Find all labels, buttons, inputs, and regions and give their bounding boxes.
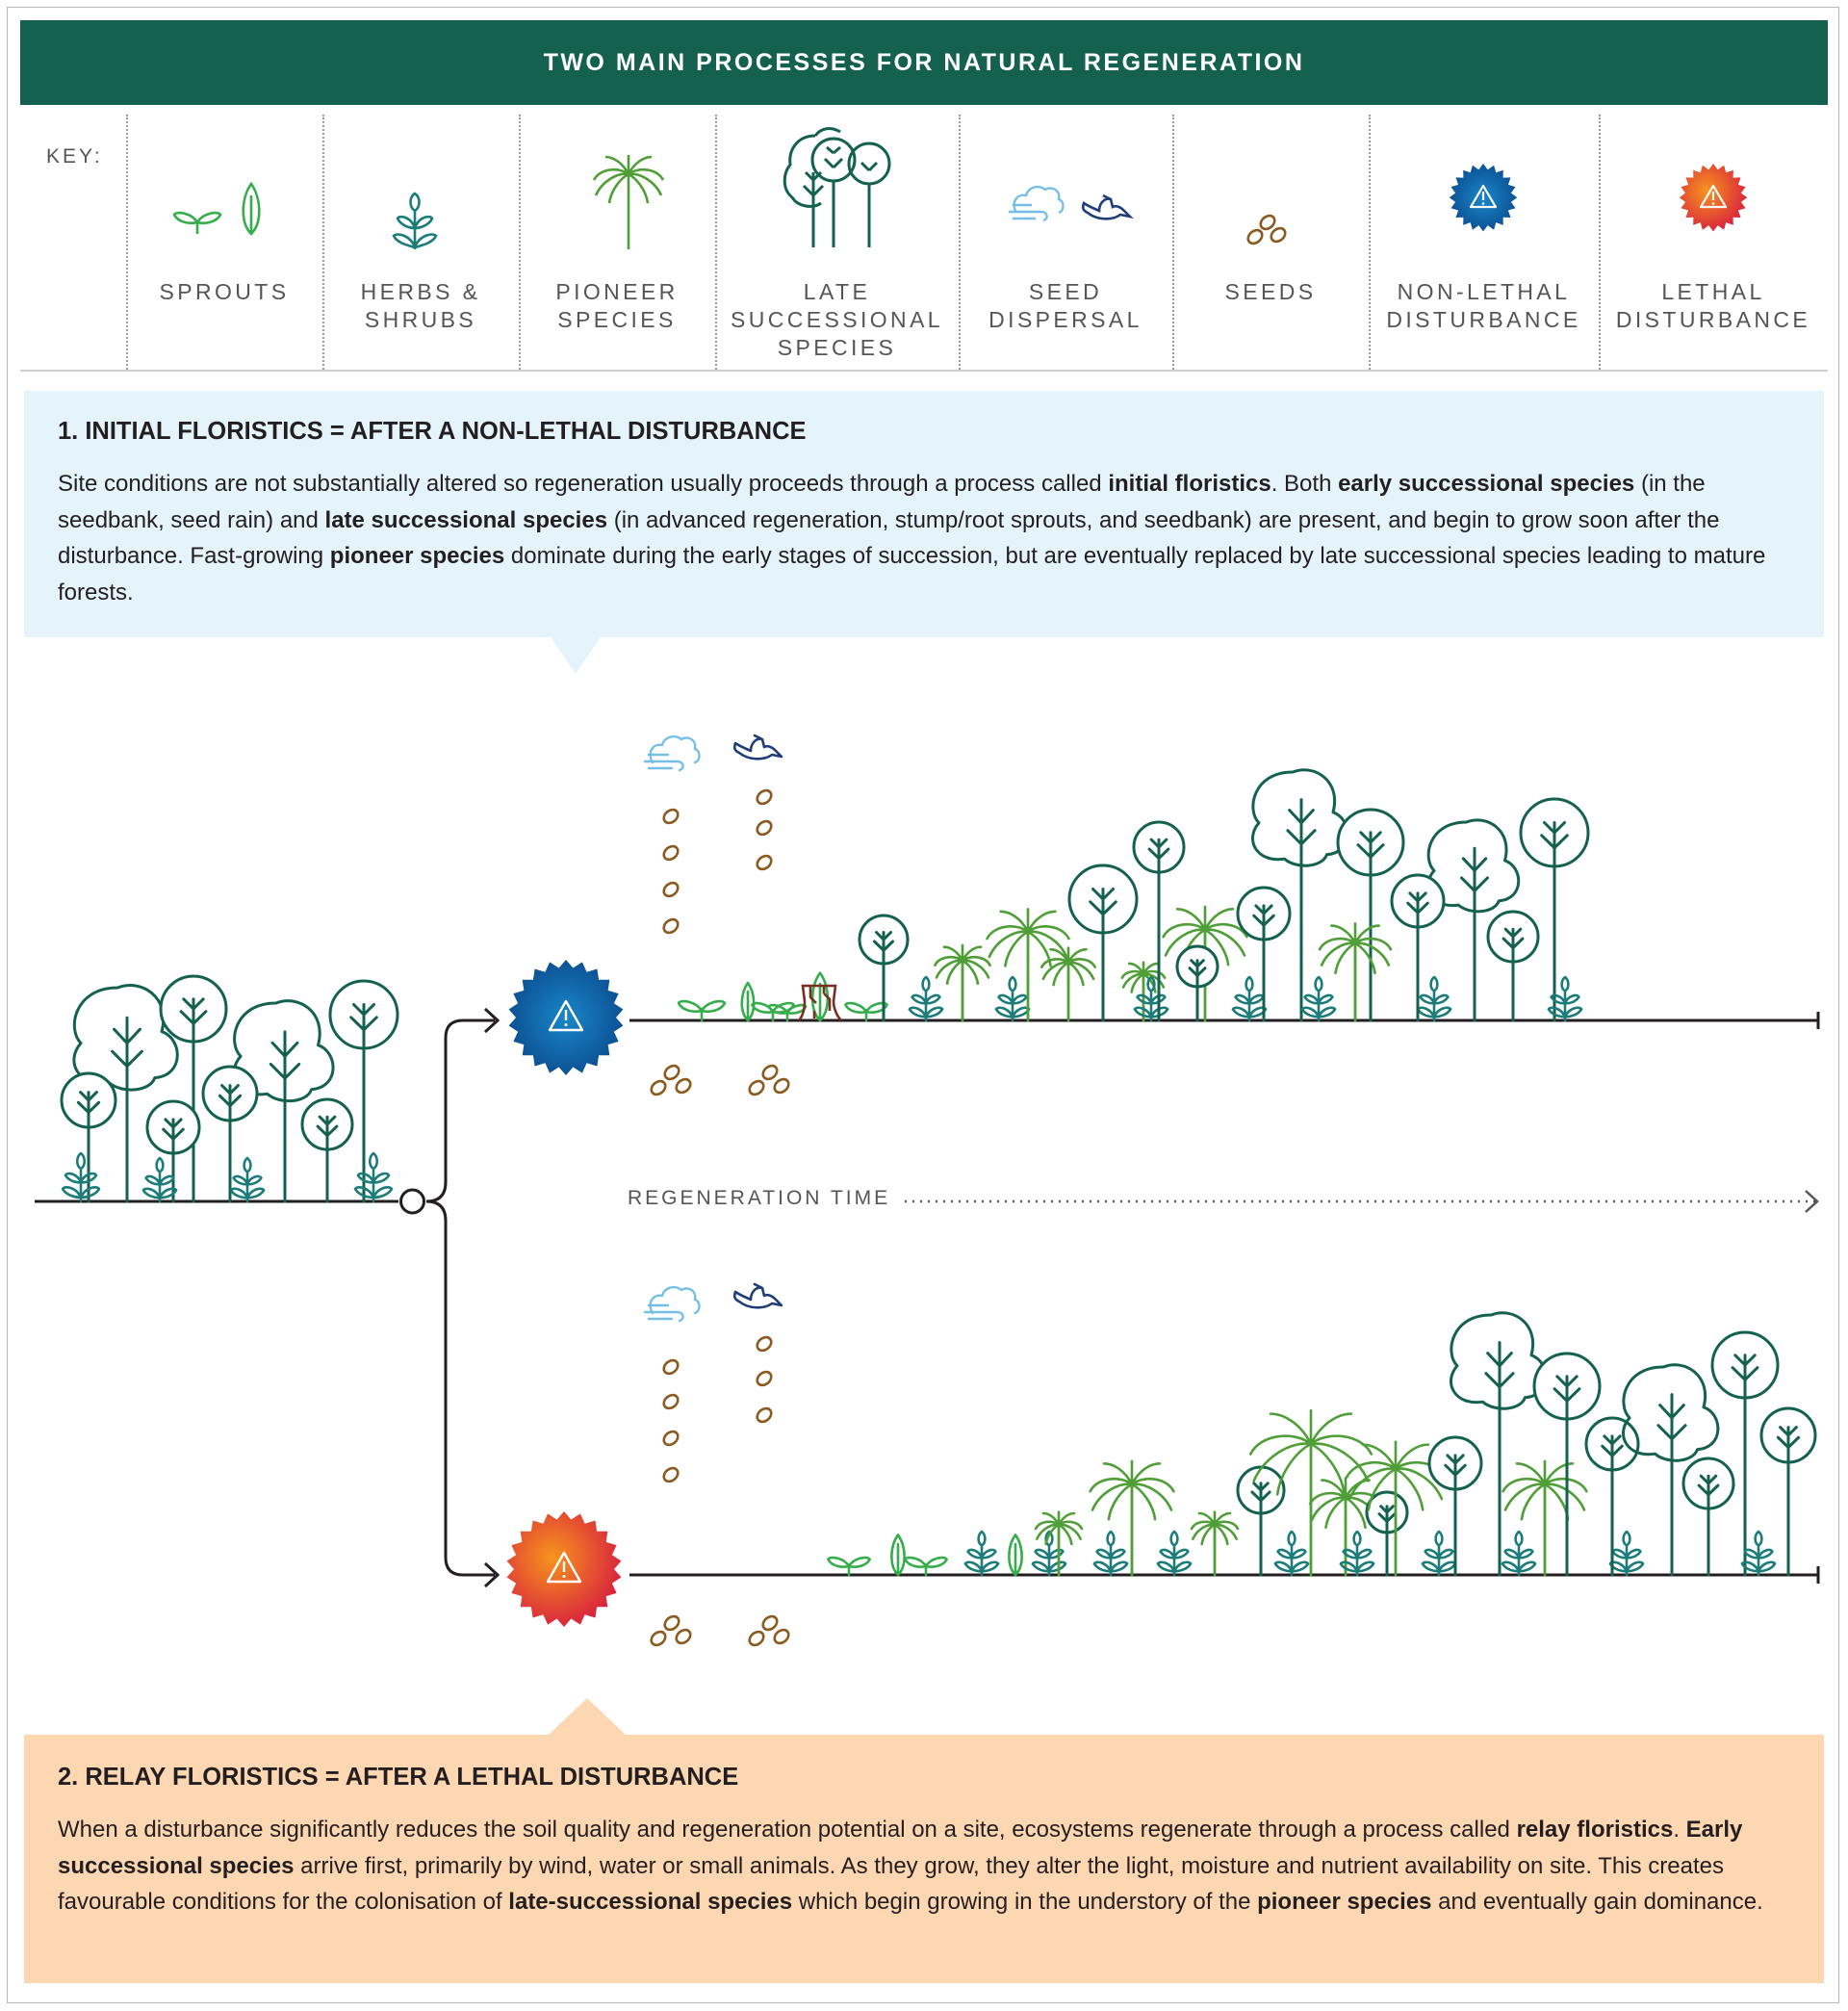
page-title: TWO MAIN PROCESSES FOR NATURAL REGENERATION (20, 20, 1828, 105)
tree-icon (860, 915, 908, 1020)
tree-icon (1488, 912, 1538, 1020)
herb-icon (1742, 1532, 1775, 1575)
herb-icon (1275, 1532, 1308, 1575)
key-caption: SEEDS (1224, 279, 1317, 304)
herb-icon (1302, 977, 1335, 1020)
seed-icon (662, 1613, 681, 1632)
seed-icon (661, 1357, 680, 1376)
key-legend (20, 115, 1828, 370)
seed-icon (674, 1076, 693, 1095)
herb-icon (1502, 1532, 1535, 1575)
key-caption: NON-LETHAL DISTURBANCE (1386, 279, 1581, 332)
warning-badge-icon (1599, 115, 1828, 259)
relay-floristics-succession (828, 1313, 1815, 1575)
flow-lines (35, 1009, 1818, 1586)
sprout-icon (679, 1001, 725, 1020)
sprout-icon (845, 1003, 886, 1020)
sprout-icon (905, 1558, 946, 1575)
seed-icon (649, 1078, 668, 1096)
key-item-pioneer-species (519, 115, 715, 370)
herb-icon (1418, 977, 1450, 1020)
initial-floristics-panel (24, 391, 1824, 637)
seed-icon (755, 1334, 774, 1353)
herb-icon (1094, 1532, 1127, 1575)
herb-icon (965, 1532, 998, 1575)
seed-icon (755, 787, 774, 806)
tree-icon (1338, 810, 1403, 1020)
regeneration-time-arrow (905, 1191, 1817, 1212)
regeneration-diagram (0, 655, 1848, 1723)
seed-icon (661, 843, 680, 862)
seed-icon (755, 1369, 774, 1387)
wind-cloud-icon (645, 736, 700, 770)
key-item-sprouts (126, 115, 322, 370)
wind-cloud-icon (1009, 187, 1064, 220)
initial-floristics-text: Site conditions are not substantially altered so regeneration usually proceeds through a process called initial floristics. Both early successional species (in the seedbank, seed rain) and late successional species (in advanced regeneration, stump/root sprouts, and seedbank) are present, and begin to grow soon after the disturbance. Fast-growing pioneer species dominate during the early stages of succession, but are eventually replaced by late successional species leading to mature forests. (58, 471, 1766, 606)
warning-badge-icon (1369, 115, 1599, 259)
seed-icon (755, 1405, 774, 1424)
key-item-lethal (1599, 115, 1828, 370)
herb-icon (143, 1158, 176, 1201)
seed-icon (760, 1063, 780, 1081)
sprout-icon (126, 115, 322, 259)
herb-icon (63, 1153, 99, 1201)
key-bottom-rule (20, 370, 1828, 372)
herb-icon (355, 1153, 392, 1201)
bird-icon (734, 1284, 782, 1307)
tree-icon (1134, 822, 1184, 1020)
seed-icon (661, 880, 680, 898)
seed-icon (661, 1392, 680, 1410)
seed-icon (755, 853, 774, 871)
tree-icon (302, 1099, 352, 1201)
key-caption: PIONEER SPECIES (555, 279, 679, 332)
bird-icon (734, 735, 782, 759)
bird-icon (1083, 195, 1130, 219)
wind-cloud-icon (645, 1287, 700, 1321)
seed-icon (662, 1063, 681, 1081)
tree-icon (1238, 1467, 1284, 1575)
key-caption: SEED DISPERSAL (988, 279, 1142, 332)
seed-icon (661, 916, 680, 935)
panel-pointer (549, 1698, 626, 1735)
herb-icon (1423, 1532, 1455, 1575)
herb-icon (1610, 1532, 1643, 1575)
sprout-icon (891, 1534, 904, 1575)
non-lethal-disturbance-badge (509, 960, 624, 1075)
seed-icon (649, 1629, 668, 1647)
tree-icon (1521, 799, 1588, 1020)
mature-forest (62, 976, 398, 1201)
sprout-icon (1009, 1534, 1021, 1575)
tree-icon (1238, 888, 1290, 1020)
palm-icon (1192, 1512, 1238, 1575)
seed-icon (755, 818, 774, 837)
tree-icon (1683, 1458, 1733, 1575)
herb-icon (231, 1158, 264, 1201)
tree-icon (330, 981, 398, 1201)
herb-icon (322, 115, 519, 259)
herb-icon (910, 977, 942, 1020)
initial-floristics-succession (679, 770, 1588, 1020)
sprout-icon (742, 983, 754, 1020)
palm-icon (1320, 923, 1391, 1020)
key-item-non-lethal (1369, 115, 1599, 370)
relay-floristics-title: 2. RELAY FLORISTICS = AFTER A LETHAL DISTURBANCE (58, 1764, 739, 1791)
lethal-disturbance-badge (507, 1511, 622, 1627)
herb-icon (1233, 977, 1266, 1020)
branch-node (401, 1190, 424, 1213)
seeds-icon (1172, 115, 1369, 259)
seed-icon (772, 1627, 791, 1645)
sprout-icon (828, 1558, 869, 1575)
tree-icon (1069, 865, 1137, 1020)
seed-icon (747, 1078, 766, 1096)
tree-icon (715, 115, 959, 259)
key-caption: HERBS & SHRUBS (360, 279, 481, 332)
key-item-seed-dispersal (959, 115, 1172, 370)
seed-icon (747, 1629, 766, 1647)
herb-icon (1158, 1532, 1191, 1575)
palm-icon (1310, 1478, 1381, 1575)
key-item-seeds (1172, 115, 1369, 370)
tree-icon (1177, 946, 1218, 1020)
key-item-herbs-shrubs (322, 115, 519, 370)
regeneration-time-label: REGENERATION TIME (628, 1187, 891, 1209)
key-caption: SPROUTS (159, 279, 290, 304)
seed-icon (772, 1076, 791, 1095)
seed-icon (674, 1627, 693, 1645)
palm-icon (1036, 1512, 1082, 1575)
key-caption: LETHAL DISTURBANCE (1615, 279, 1811, 332)
seed-icon (661, 1429, 680, 1447)
relay-floristics-panel (24, 1735, 1824, 1983)
palm-icon (1091, 1461, 1174, 1575)
key-item-late-successional (715, 115, 959, 370)
palm-icon (519, 115, 715, 259)
key-caption: LATE SUCCESSIONAL SPECIES (730, 279, 943, 360)
seed-icon (661, 1465, 680, 1483)
wind-bird-icon (959, 115, 1172, 259)
initial-floristics-title: 1. INITIAL FLORISTICS = AFTER A NON-LETHAL DISTURBANCE (58, 418, 807, 445)
relay-floristics-text: When a disturbance significantly reduces the soil quality and regeneration potential on a site, ecosystems regenerate through a process called relay floristics. Early successional species arrive first, primarily by wind, water or small animals. As they grow, they alter the light, moisture and nutrient availability on site. This creates favourable conditions for the colonisation of late-successional species which begin growing in the understory of the pioneer species and eventually gain dominance. (58, 1817, 1763, 1915)
seed-icon (760, 1613, 780, 1632)
tree-icon (147, 1101, 199, 1201)
key-label: KEY: (46, 145, 103, 168)
seed-icon (661, 807, 680, 825)
herb-icon (996, 977, 1029, 1020)
